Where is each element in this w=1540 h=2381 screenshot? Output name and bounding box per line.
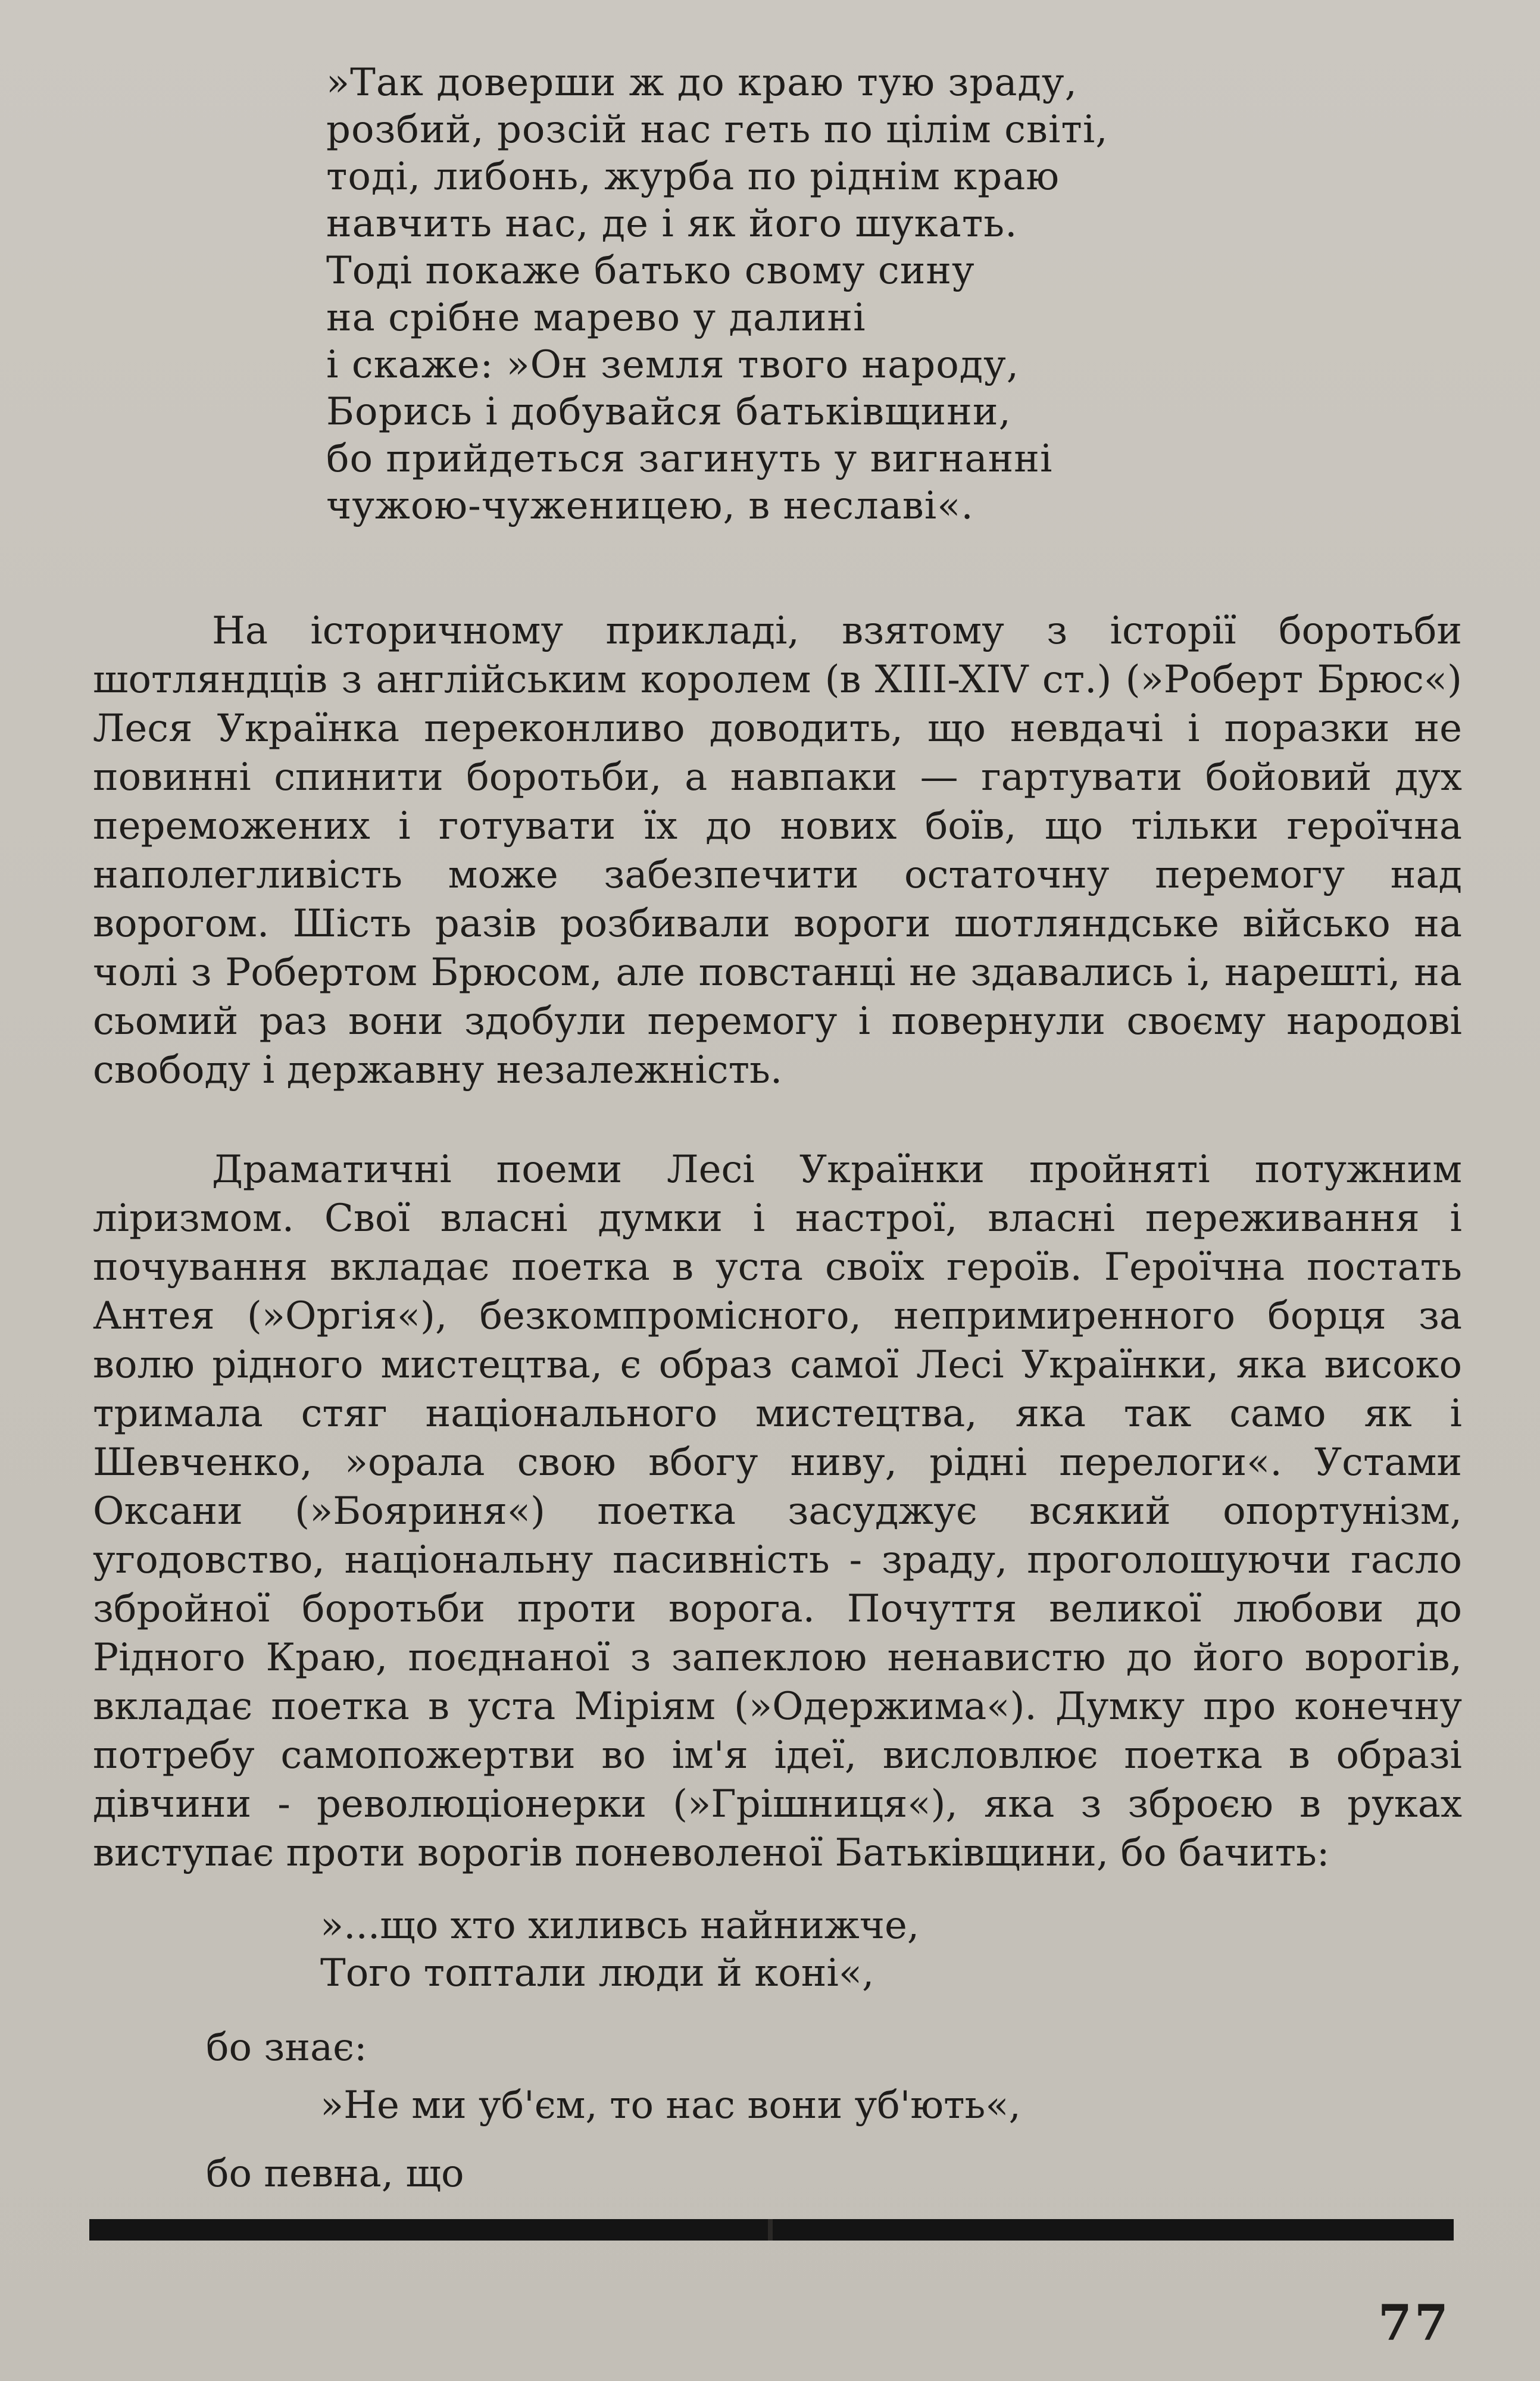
quote-line: »...що хто хиливсь найнижче, — [320, 1904, 920, 1948]
quote-block-a — [320, 1902, 919, 1997]
paragraph-robert-bruce: На історичному прикладі, взятому з історії боротьби шотляндців з англійським королем (в XIII-XIV ст.) (»Роберт Брюс«) Леся Українка переконливо доводить, що невдачі і поразки не повинні спинити боротьби, а навпаки — гартувати бойовий дух переможених і готувати їх до нових боїв, що тільки героїчна наполегливість може забезпечити остаточну перемогу над ворогом. Шість разів розбивали вороги шотляндське військо на чолі з Робертом Брюсом, але повстанці не здавались і, нарешті, на сьомий раз вони здобули перемогу і повернули своєму народові свободу і державну незалежність. — [93, 609, 1462, 1092]
verse-line: тоді, либонь, журба по ріднім краю — [326, 155, 1060, 199]
quote-line: Того топтали люди й коні«, — [320, 1951, 874, 1995]
verse-line: навчить нас, де і як його шукать. — [326, 202, 1018, 246]
verse-line: Тоді покаже батько свому сину — [326, 249, 975, 293]
quote-block-b: »Не ми уб'єм, то нас вони уб'ють«, — [320, 2083, 1021, 2127]
verse-line: на срібне марево у далині — [326, 296, 866, 340]
footer-rule-joint — [768, 2219, 773, 2241]
verse-line: чужою-чуженицею, в неславі«. — [326, 484, 974, 528]
verse-line: Борись і добувайся батьківщини, — [326, 390, 1011, 434]
verse-line: бо прийдеться загинуть у вигнанні — [326, 437, 1053, 481]
verse-line: »Так доверши ж до краю тую зраду, — [326, 61, 1077, 105]
connector-text-bo-znaye: бо знає: — [206, 2026, 367, 2070]
verse-line: і скаже: »Он земля твого народу, — [326, 343, 1020, 387]
verse-line: розбий, розсій нас геть по цілім світі, — [326, 108, 1108, 152]
page-number: 77 — [1377, 2295, 1451, 2352]
verse-block-top — [326, 60, 1108, 530]
paragraph-dramatic-poems: Драматичні поеми Лесі Українки пройняті потужним ліризмом. Свої власні думки і настрої, власні переживання і почування вкладає поетка в уста своїх героїв. Героїчна постать Антея (»Оргія«), безкомпромісного, непримиренного борця за волю рідного мистецтва, є образ самої Лесі Українки, яка високо тримала стяг національного мистецтва, яка так само як і Шевченко, »орала свою вбогу ниву, рідні перелоги«. Устами Оксани (»Бояриня«) поетка засуджує всякий опортунізм, угодовство, національну пасивність - зраду, проголошуючи гасло збройної боротьби проти ворога. Почуття великої любови до Рідного Краю, поєднаної з запеклою ненавистю до його ворогів, вкладає поетка в уста Міріям (»Одержима«). Думку про конечну потребу самопожертви во ім'я ідеї, висловлює поетка в образі дівчини - революціонерки (»Грішниця«), яка з зброєю в руках виступає проти ворогів поневоленої Батьківщини, бо бачить: — [93, 1148, 1462, 1875]
connector-text-bo-pevna: бо певна, що — [206, 2152, 464, 2196]
